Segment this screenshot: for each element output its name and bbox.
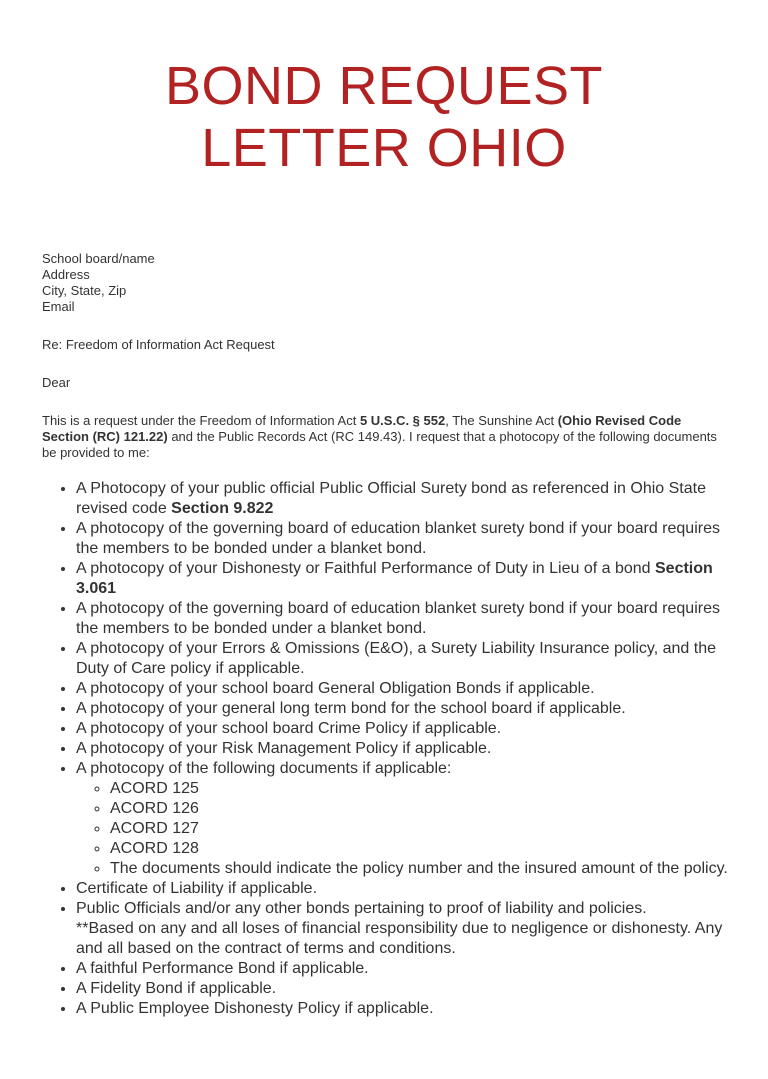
item-citation: Section 9.822 — [171, 500, 274, 517]
sub-list-item: ◦ ACORD 127 — [110, 819, 728, 839]
list-item: • A faithful Performance Bond if applicable. — [76, 959, 728, 979]
salutation: Dear — [42, 375, 71, 390]
title-line-1: BOND REQUEST — [164, 56, 604, 116]
address-line: Email — [42, 299, 75, 314]
list-item — [76, 559, 728, 599]
item-text: A Photocopy of your public official Public Official Surety bond as referenced in Ohio State revised code — [76, 480, 706, 517]
address-block — [42, 251, 728, 315]
sub-list-item: ◦ ACORD 126 — [110, 799, 728, 819]
list-item: • Certificate of Liability if applicable. — [76, 879, 728, 899]
intro-bold-citation: 5 U.S.C. § 552 — [359, 413, 446, 428]
address-line: School board/name — [42, 251, 155, 266]
title-line-2: LETTER OHIO — [201, 118, 567, 178]
list-item — [76, 759, 728, 879]
item-text: A photocopy of your Dishonesty or Faithful Performance of Duty in Lieu of a bond — [76, 560, 655, 577]
document-title — [0, 55, 768, 179]
list-item: • A photocopy of your Risk Management Policy if applicable. — [76, 739, 728, 759]
list-item: • A Public Employee Dishonesty Policy if applicable. — [76, 999, 728, 1019]
item-note: **Based on any and all loses of financial responsibility due to negligence or dishonesty. Any and all based on the contract of terms and conditions. — [76, 920, 723, 957]
item-citation: Section 3.061 — [76, 560, 713, 597]
intro-bold-citation: (Ohio Revised Code Section (RC) 121.22) — [42, 413, 682, 444]
sub-list-item: ◦ The documents should indicate the policy number and the insured amount of the policy. — [110, 859, 728, 879]
list-item: • A photocopy of your school board Crime Policy if applicable. — [76, 719, 728, 739]
item-text: Public Officials and/or any other bonds pertaining to proof of liability and policies. — [76, 900, 647, 917]
item-text: A photocopy of the following documents if applicable: — [76, 760, 452, 777]
address-line: Address — [42, 267, 90, 282]
list-item — [76, 479, 728, 519]
list-item: • A photocopy of the governing board of education blanket surety bond if your board requires the members to be bonded under a blanket bond. — [76, 599, 728, 639]
intro-paragraph — [42, 413, 728, 461]
list-item — [76, 899, 728, 959]
letter-body — [42, 251, 728, 1019]
intro-text: , The Sunshine Act — [445, 413, 558, 428]
intro-text: This is a request under the Freedom of Information Act — [42, 413, 360, 428]
sub-list-item: ◦ ACORD 128 — [110, 839, 728, 859]
list-item: • A Fidelity Bond if applicable. — [76, 979, 728, 999]
address-line: City, State, Zip — [42, 283, 127, 298]
list-item: • A photocopy of the governing board of education blanket surety bond if your board requires the members to be bonded under a blanket bond. — [76, 519, 728, 559]
intro-text: and the Public Records Act (RC 149.43). I request that a photocopy of the following documents be provided to me: — [42, 429, 717, 460]
list-item: • A photocopy of your school board General Obligation Bonds if applicable. — [76, 679, 728, 699]
acord-sublist — [76, 779, 728, 879]
list-item: • A photocopy of your Errors & Omissions (E&O), a Surety Liability Insurance policy, and the Duty of Care policy if applicable. — [76, 639, 728, 679]
subject-line: Re: Freedom of Information Act Request — [42, 337, 275, 352]
list-item: • A photocopy of your general long term bond for the school board if applicable. — [76, 699, 728, 719]
request-list — [42, 479, 728, 1019]
sub-list-item: ◦ ACORD 125 — [110, 779, 728, 799]
